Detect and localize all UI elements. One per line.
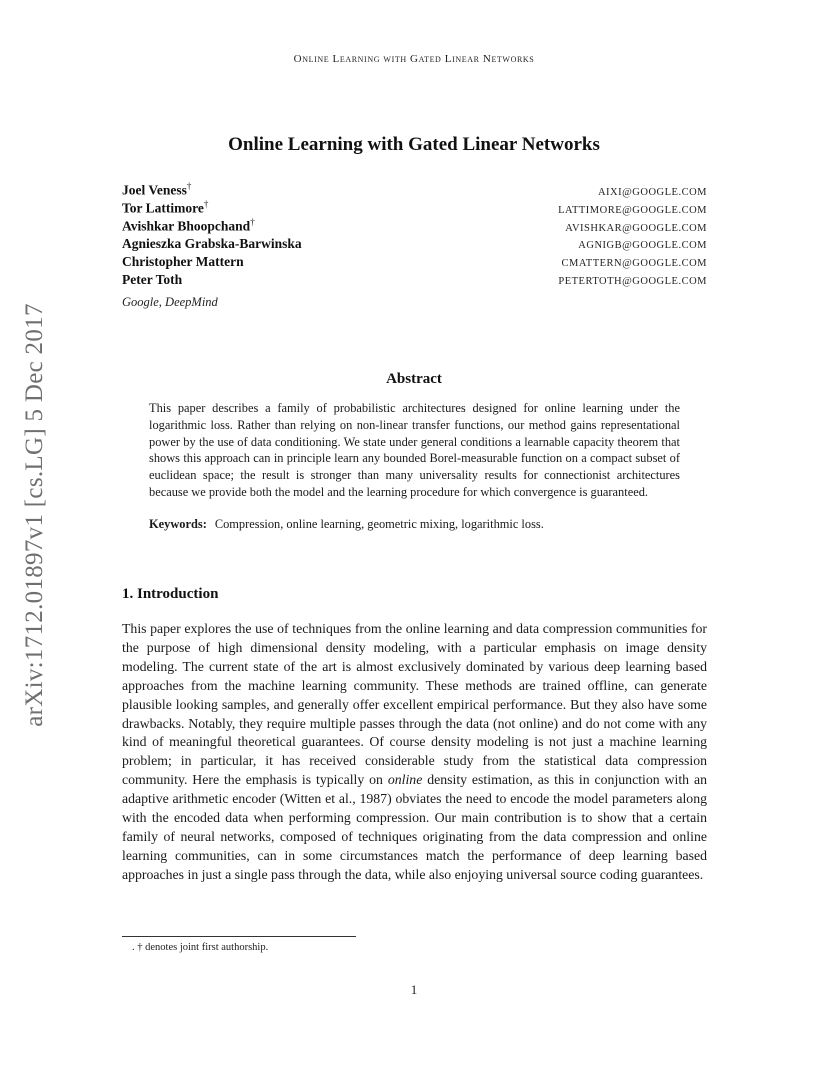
author-row <box>122 181 707 199</box>
footnote-divider <box>122 936 356 937</box>
author-row <box>122 236 707 254</box>
author-row <box>122 217 707 235</box>
author-email[interactable]: CMATTERN@GOOGLE.COM <box>561 257 707 269</box>
author-email[interactable]: AIXI@GOOGLE.COM <box>597 186 707 198</box>
introduction-paragraph: This paper explores the use of techniques from the online learning and data compression communities for the purpose of high dimensional density modeling, with a particular emphasis on image density modeling. The current state of the art is almost exclusively dominated by various deep learning based approaches from the machine learning community. These methods are trained offline, can generate plausible looking samples, and generally offer excellent empirical performance. But they also have some drawbacks. Notably, they require multiple passes through the data (not online) and do not come with any kind of meaningful theoretical guarantees. Of course density modeling is not just a machine learning problem; in particular, it has received considerable study from the statistical data compression community. Here the emphasis is typically on online density estimation, as this in conjunction with an adaptive arithmetic encoder (Witten et al., 1987) obviates the need to encode the model parameters along with the encoded data when performing compression. Our main contribution is to show that a certain family of neural networks, composed of techniques originating from the data compression and online learning communities, can in some circumstances match the performance of deep learning based approaches in just a single pass through the data, while also enjoying universal source coding guarantees. <box>122 621 707 882</box>
footnote: . † denotes joint first authorship. <box>132 942 269 953</box>
author-row <box>122 254 707 272</box>
author-name: Agnieszka Grabska-Barwinska <box>122 235 302 251</box>
running-head: Online Learning with Gated Linear Networks <box>293 53 535 65</box>
joint-first-author-mark: † <box>203 199 209 210</box>
joint-first-author-mark: † <box>186 181 192 191</box>
arxiv-side-stamp: arXiv:1712.01897v1 [cs.LG] 5 Dec 2017 <box>21 303 48 727</box>
abstract-text: This paper describes a family of probabilistic architectures designed for online learning under the logarithmic loss. Rather than relying on non-linear transfer functions, our method gains representational power by the use of data conditioning. We state under general conditions a learnable capacity theorem that shows this approach can in principle learn any bounded Borel-measurable function on a compact subset of euclidean space; the result is stronger than many universality results for connectionist architectures because we provide both the model and the learning procedure for which convergence is guaranteed. <box>149 401 680 499</box>
author-row <box>122 272 707 290</box>
author-email[interactable]: PETERTOTH@GOOGLE.COM <box>558 275 707 287</box>
author-name: Peter Toth <box>122 271 183 287</box>
joint-first-author-mark: † <box>250 217 255 228</box>
author-block <box>122 181 707 290</box>
abstract-heading: Abstract <box>386 371 442 387</box>
author-email[interactable]: AVISHKAR@GOOGLE.COM <box>565 222 707 234</box>
author-email[interactable]: AGNIGB@GOOGLE.COM <box>578 239 707 251</box>
section-heading-introduction: 1. Introduction <box>122 586 219 602</box>
affiliation: Google, DeepMind <box>122 295 218 309</box>
paper-title: Online Learning with Gated Linear Networks <box>228 134 600 155</box>
author-name: Christopher Mattern <box>122 253 244 269</box>
author-name: Joel Veness† <box>122 181 192 198</box>
author-name: Tor Lattimore† <box>122 199 209 216</box>
emphasis-online: online <box>387 772 423 788</box>
author-row <box>122 199 707 217</box>
author-name: Avishkar Bhoopchand† <box>122 217 255 234</box>
page-number: 1 <box>410 982 418 997</box>
keywords-label: Keywords: <box>149 517 207 531</box>
keywords-text: Compression, online learning, geometric mixing, logarithmic loss. <box>214 517 544 531</box>
author-email[interactable]: LATTIMORE@GOOGLE.COM <box>558 204 707 216</box>
keywords <box>149 517 680 532</box>
